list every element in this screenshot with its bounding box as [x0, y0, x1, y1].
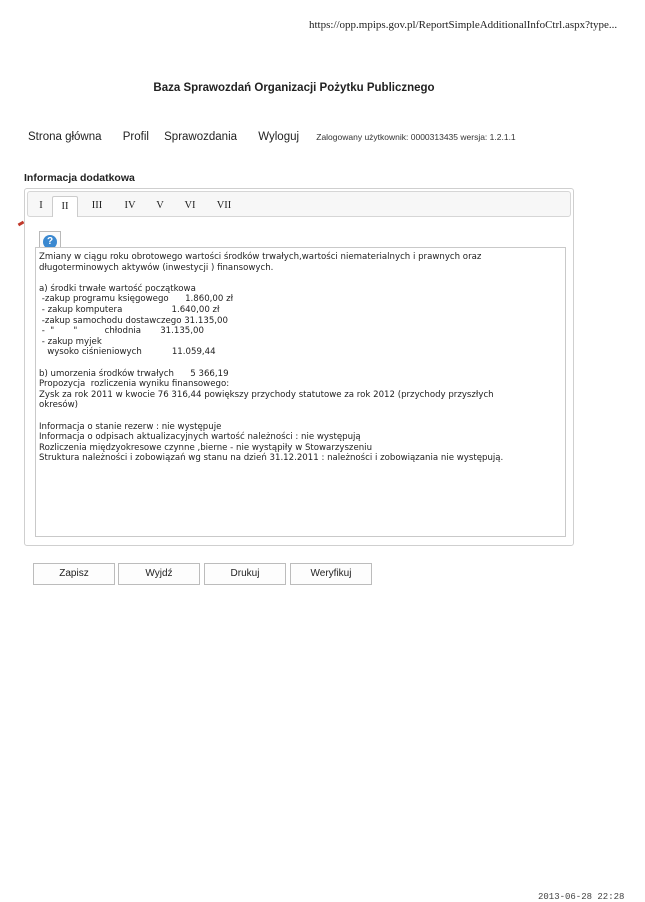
- textarea-line: Rozliczenia międzyokresowe czynne ,bierne - nie wystąpiły w Stowarzyszeniu: [39, 442, 373, 453]
- textarea-line: wysoko ciśnieniowych 11.059,44: [39, 347, 216, 358]
- textarea-line: Propozycja rozliczenia wyniku finansowego:: [39, 379, 230, 390]
- textarea-line: - zakup myjek: [39, 336, 102, 347]
- textarea-line: - zakup komputera 1.640,00 zł: [39, 304, 220, 315]
- textarea-line: [39, 411, 562, 422]
- print-timestamp: 2013-06-28 22:28: [538, 892, 625, 902]
- section-title: Informacja dodatkowa: [24, 172, 135, 184]
- info-panel: [24, 188, 574, 546]
- tab-v[interactable]: V: [156, 200, 164, 211]
- user-info: Zalogowany użytkownik: 0000313435 wersja: 1.2.1.1: [316, 132, 516, 142]
- page-title: Baza Sprawozdań Organizacji Pożytku Publicznego: [153, 82, 435, 94]
- textarea-line: -zakup programu księgowego 1.860,00 zł: [39, 294, 234, 305]
- tab-bar: [27, 191, 571, 217]
- textarea-line: -zakup samochodu dostawczego 31.135,00: [39, 315, 228, 326]
- textarea-line: Struktura należności i zobowiązań wg stanu na dzień 31.12.2011 : należności i zobowiązania nie występują.: [39, 453, 504, 464]
- textarea-line: Informacja o odpisach aktualizacyjnych wartość należności : nie występują: [39, 432, 361, 443]
- tab-iii[interactable]: III: [91, 200, 103, 211]
- tab-i[interactable]: I: [39, 200, 43, 211]
- print-button[interactable]: Drukuj: [204, 563, 286, 585]
- textarea-line: - " " chłodnia 31.135,00: [39, 326, 204, 337]
- browser-url: https://opp.mpips.gov.pl/ReportSimpleAdditionalInfoCtrl.aspx?type...: [309, 19, 618, 31]
- save-button[interactable]: Zapisz: [33, 563, 115, 585]
- textarea-line: długoterminowych aktywów (inwestycji ) finansowych.: [39, 262, 274, 273]
- tab-vii[interactable]: VII: [216, 200, 232, 211]
- textarea-line: Informacja o stanie rezerw : nie występuje: [39, 421, 222, 432]
- textarea-line: b) umorzenia środków trwałych 5 366,19: [39, 368, 229, 379]
- additional-info-textarea[interactable]: [35, 247, 566, 537]
- textarea-line: a) środki trwałe wartość początkowa: [39, 283, 196, 294]
- help-icon: ?: [43, 235, 57, 249]
- tab-vi[interactable]: VI: [184, 200, 196, 211]
- tab-iv[interactable]: IV: [124, 200, 136, 211]
- nav-reports-link[interactable]: Sprawozdania: [164, 131, 238, 143]
- textarea-line: okresów): [39, 400, 78, 411]
- nav-home-link[interactable]: Strona główna: [28, 131, 102, 143]
- nav-profile-link[interactable]: Profil: [122, 131, 149, 143]
- nav-logout-link[interactable]: Wyloguj: [258, 131, 300, 143]
- exit-button[interactable]: Wyjdź: [118, 563, 200, 585]
- verify-button[interactable]: Weryfikuj: [290, 563, 372, 585]
- textarea-line: [39, 358, 562, 369]
- textarea-line: Zysk za rok 2011 w kwocie 76 316,44 powiększy przychody statutowe za rok 2012 (przychody przyszłych: [39, 389, 494, 400]
- main-nav: [28, 131, 516, 143]
- textarea-line: [39, 273, 562, 284]
- textarea-line: Zmiany w ciągu roku obrotowego wartości środków trwałych,wartości niematerialnych i prawnych oraz: [39, 252, 482, 262]
- tab-ii[interactable]: II: [52, 196, 78, 217]
